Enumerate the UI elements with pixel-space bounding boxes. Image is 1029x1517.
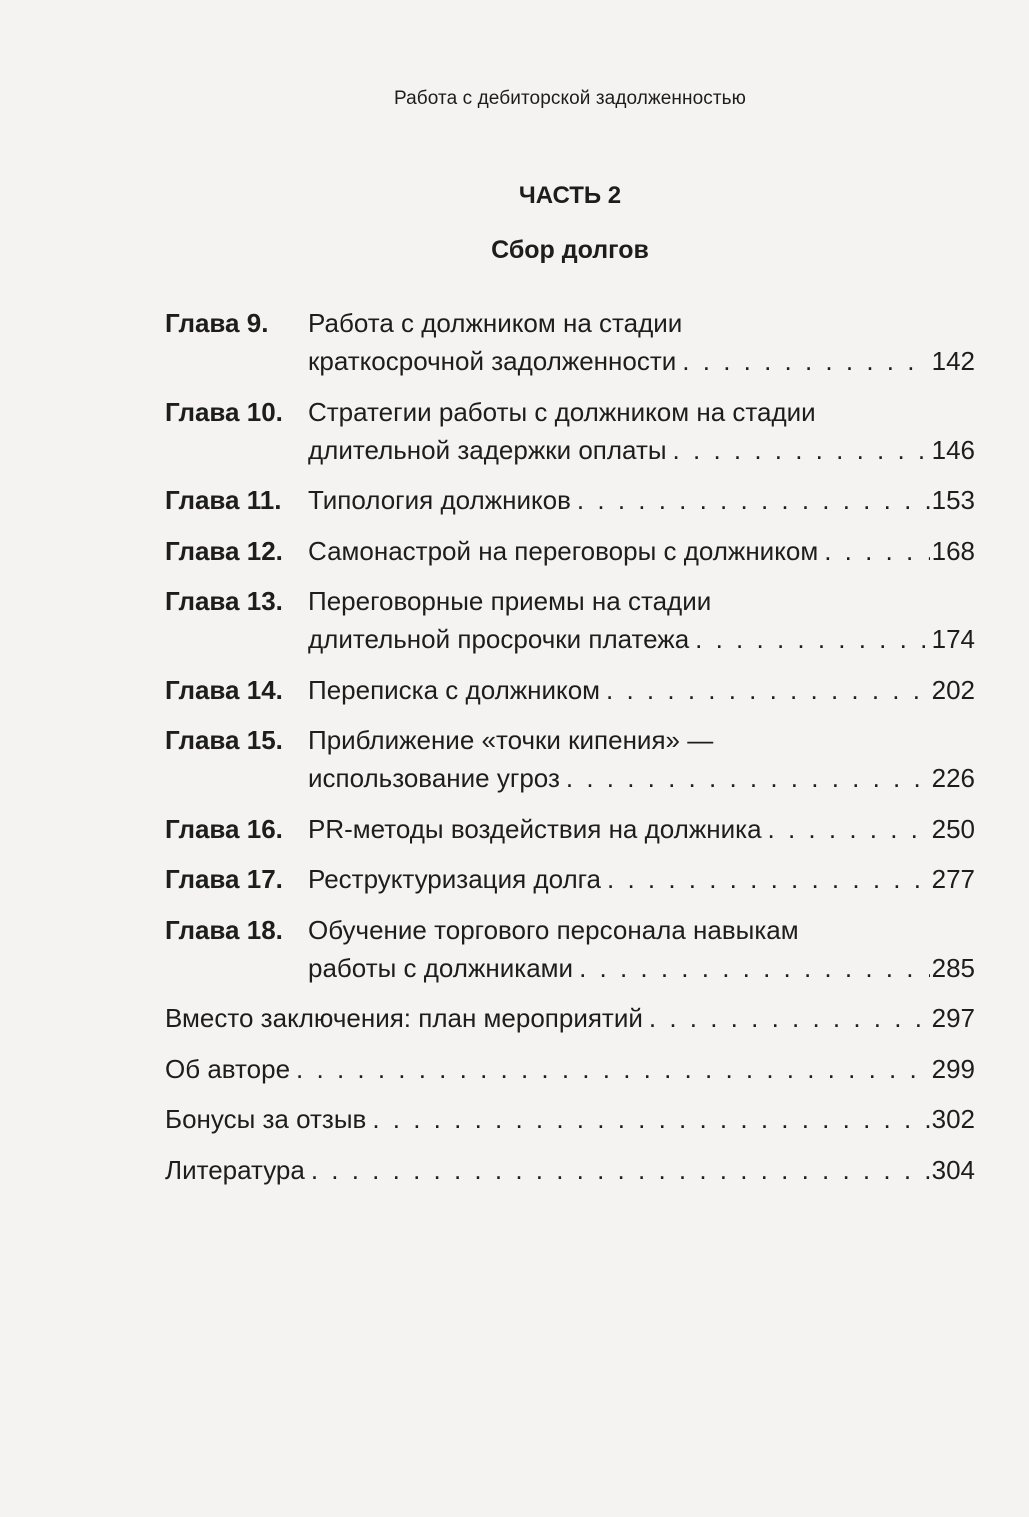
- chapter-title-line: Переговорные приемы на стадии: [308, 586, 712, 616]
- chapter-number: Глава 9.: [165, 308, 269, 338]
- dot-leader: [579, 949, 930, 987]
- page-number: 153: [931, 485, 975, 515]
- toc-entry-body: [165, 1100, 975, 1138]
- dot-leader: [682, 342, 929, 380]
- page-number: 302: [931, 1104, 975, 1134]
- page-number: 226: [931, 763, 975, 793]
- page-number: 142: [931, 346, 975, 376]
- toc-entry[interactable]: [165, 304, 975, 380]
- toc-entry-body: [308, 304, 975, 380]
- chapter-title: PR-методы воздействия на должника: [308, 813, 762, 844]
- table-of-contents: [165, 304, 975, 1201]
- chapter-number: Глава 11.: [165, 485, 282, 515]
- toc-entry-body: [308, 860, 975, 898]
- toc-entry[interactable]: [165, 810, 975, 848]
- toc-leader-line: [308, 620, 975, 658]
- page-number: 168: [931, 535, 975, 566]
- dot-leader: [566, 759, 930, 797]
- toc-entry-body: [308, 810, 975, 848]
- chapter-number: Глава 18.: [165, 914, 283, 945]
- chapter-number: Глава 12.: [165, 535, 283, 566]
- toc-entry-body: [308, 671, 975, 709]
- chapter-number: Глава 10.: [165, 396, 283, 427]
- toc-leader-line: [165, 1100, 975, 1138]
- chapter-number: Глава 13.: [165, 586, 283, 616]
- dot-leader: [673, 431, 930, 469]
- chapter-title: Типология должников: [308, 485, 571, 515]
- page-number: 277: [931, 864, 975, 894]
- chapter-title: краткосрочной задолженности: [308, 346, 677, 376]
- toc-leader-line: [165, 1151, 975, 1189]
- chapter-title-line: Работа с должником на стадии: [308, 308, 683, 338]
- chapter-title: работы с должниками: [308, 952, 574, 983]
- toc-entry[interactable]: [165, 860, 975, 898]
- dot-leader: [695, 620, 929, 658]
- page-number: 202: [931, 674, 975, 705]
- toc-leader-line: [308, 759, 975, 797]
- toc-leader-line: [308, 860, 975, 898]
- chapter-title: Переписка с должником: [308, 674, 601, 705]
- dot-leader: [768, 810, 930, 848]
- toc-entry-body: [308, 582, 975, 658]
- toc-entry-body: [165, 1050, 975, 1088]
- toc-entry-body: [308, 721, 975, 797]
- chapter-title-line: Обучение торгового персонала навыкам: [308, 914, 799, 945]
- chapter-title: Самонастрой на переговоры с должником: [308, 535, 819, 566]
- chapter-title: Вместо заключения: план мероприятий: [165, 1003, 643, 1033]
- page-number: 304: [931, 1154, 975, 1185]
- page-number: 299: [931, 1053, 975, 1084]
- toc-entry[interactable]: [165, 999, 975, 1037]
- toc-leader-line: [308, 810, 975, 848]
- chapter-title-line: Приближение «точки кипения» —: [308, 725, 714, 755]
- toc-entry[interactable]: [165, 1151, 975, 1189]
- toc-entry[interactable]: [165, 671, 975, 709]
- chapter-number: Глава 16.: [165, 813, 283, 844]
- dot-leader: [372, 1100, 929, 1138]
- running-head: Работа с дебиторской задолженностью: [393, 88, 747, 109]
- toc-entry-body: [308, 393, 975, 469]
- page-number: 250: [931, 813, 975, 844]
- part-subtitle: Сбор долгов: [491, 236, 649, 264]
- toc-entry[interactable]: [165, 721, 975, 797]
- chapter-title: Бонусы за отзыв: [165, 1104, 367, 1134]
- chapter-title-line: Стратегии работы с должником на стадии: [308, 396, 816, 427]
- toc-entry[interactable]: [165, 532, 975, 570]
- toc-entry[interactable]: [165, 911, 975, 987]
- dot-leader: [606, 671, 930, 709]
- page-number: 174: [931, 624, 975, 654]
- toc-entry-body: [165, 999, 975, 1037]
- toc-entry[interactable]: [165, 481, 975, 519]
- toc-leader-line: [308, 342, 975, 380]
- dot-leader: [577, 481, 930, 519]
- chapter-number: Глава 17.: [165, 864, 283, 894]
- page-number: 146: [931, 434, 975, 465]
- toc-entry[interactable]: [165, 582, 975, 658]
- dot-leader: [311, 1151, 930, 1189]
- page-number: 285: [931, 952, 975, 983]
- toc-entry[interactable]: [165, 1050, 975, 1088]
- toc-leader-line: [165, 999, 975, 1037]
- dot-leader: [607, 860, 930, 898]
- chapter-title: использование угроз: [308, 763, 560, 793]
- toc-entry[interactable]: [165, 1100, 975, 1138]
- chapter-number: Глава 15.: [165, 725, 283, 755]
- dot-leader: [296, 1050, 930, 1088]
- toc-leader-line: [308, 481, 975, 519]
- chapter-title: Реструктуризация долга: [308, 864, 601, 894]
- toc-leader-line: [308, 949, 975, 987]
- toc-entry-body: [308, 481, 975, 519]
- chapter-title: длительной задержки оплаты: [308, 434, 667, 465]
- chapter-title: Литература: [165, 1154, 305, 1185]
- chapter-title: Об авторе: [165, 1053, 291, 1084]
- toc-leader-line: [308, 431, 975, 469]
- part-title: ЧАСТЬ 2: [518, 182, 622, 209]
- toc-leader-line: [308, 671, 975, 709]
- toc-entry-body: [308, 911, 975, 987]
- chapter-title: длительной просрочки платежа: [308, 624, 690, 654]
- toc-leader-line: [165, 1050, 975, 1088]
- toc-entry-body: [165, 1151, 975, 1189]
- toc-leader-line: [308, 532, 975, 570]
- dot-leader: [649, 999, 930, 1037]
- page-number: 297: [931, 1003, 975, 1033]
- toc-entry[interactable]: [165, 393, 975, 469]
- toc-entry-body: [308, 532, 975, 570]
- dot-leader: [824, 532, 929, 570]
- chapter-number: Глава 14.: [165, 674, 283, 705]
